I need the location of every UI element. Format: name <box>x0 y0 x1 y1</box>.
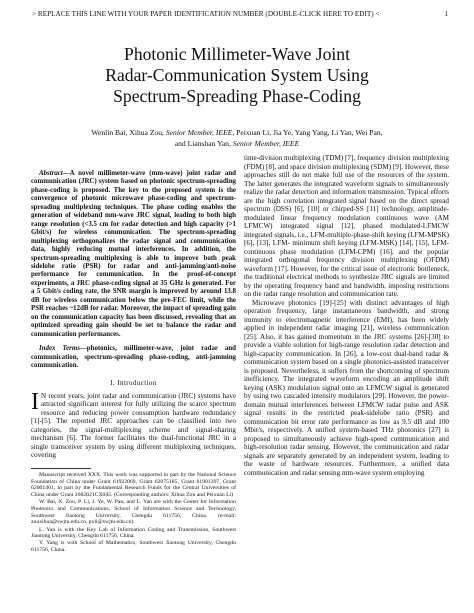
abstract-lead: Abstract <box>39 170 63 177</box>
author-line-2 <box>50 139 424 150</box>
footnote: Y. Yang is with School of Mathematics, Southwest Jiaotong University, Chengdu 611756, China. <box>31 540 236 554</box>
intro-paragraph <box>31 388 236 460</box>
index-terms-body: —photonics, millimeter-wave, joint radar and communication, spectrum-spreading phase-coding, anti-jamming communication. <box>31 345 236 369</box>
abstract <box>31 170 236 339</box>
index-terms-lead: Index Terms <box>39 345 80 353</box>
title-line-3: Spectrum-Spreading Phase-Coding <box>113 86 361 106</box>
abstract-body: —A novel millimeter-wave (mm-wave) joint radar and communication (JRC) system based on photonic spectrum-spreading phase-coding is proposed. The key to the proposed system is the convergence of photonic microwave phase-coding and spectrum-spreading multiplexing techniques. The phase coding enables the generation of wideband mm-wave JRC signal, leading to both high range resolution (<3.5 cm for radar detection and high capacity (>1 Gbit/s) for wireless communication. The spectrum-spreading multiplexing orthogonalizes the radar signal and communication data, highly reducing mutual interferences. In addition, the spectrum-spreading multiplexing is able to improve both peak sidelobe ratio (PSR) for radar and anti-jamming/anti-noise performance for communication. In the proof-of-concept experiments, a JRC phase-coding signal at 35 GHz is generated. For a 5 Gbit/s coding rate, the SNR margin is improved by around 13.8 dB for wireless communication below the pre-FEC limit, while the PSR reaches ~12dB for radar. Moreover, the impact of spreading gain on the communication capacity has been discussed, revealing that an optimized spreading gain should be set to balance the radar and communication performances. <box>31 170 236 338</box>
title-line-1: Photonic Millimeter-Wave Joint <box>124 44 350 64</box>
body-paragraph: time-division multiplexing (TDM) [7], frequency division multiplexing (FDM) [8], and space division multiplexing (SDM) [9]. However, these approaches still do not make full use of the resources of the system. The latter generates the integrated waveform signals to simultaneously realize the radar detection and information transmission. Typical efforts are the high correlation integrated signal based on the direct spread spectrum (DSS) [6], [10] or chirped-SS [11] technology, amplitude-modulated linear frequency modulation continuous wave (AM LFMCW) integrated signal [12], phased modulated-LFMCW integrated signals, i.e., LFM-multiple-phase-shift keying (LFM-MPSK) [6], [13], LFM- minimum shift keying (LFM-MSK) [14], [15], LFM-continuous phase modulation (LFM-CPM) [16], and the popular integrated orthogonal frequency division multiplexing (OFDM) waveform [17]. However, for the critical issue of electronic bottleneck, the traditional electrical methods to synthesize JRC signals are limited by the operating frequency band and bandwidth, imposing restrictions on the radar range resolution and communication rate. <box>244 154 449 298</box>
intro-text: N recent years, joint radar and communication (JRC) systems have attracted significant interest for fully utilizing the scarce spectrum resource and reducing power consumption hardware redundancy [1]-[5]. The reported JRC approaches can be classified into two categories, the signal-multiplexing scheme and signal-sharing mechanism [6]. The former facilitates the dual-functional JRC in a single transceiver system by using different multiplexing techniques, covering <box>31 391 236 460</box>
left-column <box>31 170 236 554</box>
author-list <box>50 128 424 149</box>
footnote: L. Yan is with the Key Lab of Information Coding and Transmission, Southwest Jiaotong University, Chengdu 611756, China. <box>31 526 236 540</box>
author-role-2: Senior Member, IEEE <box>232 138 300 148</box>
footnote: W. Bai, X. Zou, P. Li, J. Ye, W. Pan, and L. Yan are with the Center for Information Photonics and Communications, School of Information Science and Technology, Southwest Jiaotong University, Chengdu 611756, China. (e-mail: zouxihua@swjtu.edu.cn, pxli@swjtu.edu.cn). <box>31 499 236 526</box>
authors-part-3: and Lianshan Yan, <box>174 138 233 148</box>
section-heading: I. Introduction <box>110 379 157 388</box>
drop-cap: I <box>31 388 39 415</box>
footnote: Manuscript received XXX. This work was supported in part by the National Science Foundation of China under Grant 61922069, Grant 62075185, Grant 61901397, Grant 62001401, in part by the Fundamental Research Funds for the Central Universities of China under Grant 2682021CX045. (Corresponding authors: Xihua Zou and Peixuan Li) <box>31 471 236 498</box>
page-number: 1 <box>444 10 448 18</box>
footnote-rule <box>31 468 91 469</box>
author-role-1: Senior Member, IEEE <box>165 128 233 137</box>
paper-title <box>40 44 434 107</box>
running-header <box>24 10 448 22</box>
title-line-2: Radar-Communication System Using <box>105 65 369 85</box>
authors-part-2: , Peixuan Li, Jia Ye, Yang Yang, Li Yan, Wei Pan, <box>232 128 383 137</box>
body-paragraph: Microwave photonics [19]-[25] with distinct advantages of high operation frequency, large instantaneous bandwidth, and strong immunity to electromagnetic interference (EMI), has been widely applied in independent radar imaging [21], wireless communication [25]. Also, it has gained momentum in the JRC systems [26]-[30] to provide a viable solution for high-range resolution radar detection and high-capacity communication. In [26], a low-cost dual-band radar & communication system based on a single photonics-assisted transceiver is proposed. Nevertheless, it suffers from the shortcoming of spectrum inefficiency. The integrated waveform encoding an amplitude shift keying (ASK) modulation signal onto an LFMCW signal is generated by using two cascaded intensity modulators [29]. However, the power-domain mutual interferences between LFMCW radar pulse and ASK signal results in the restricted peak-sidelobe ratio (PSR) and communication bit error rate performance as low as 9.5 dB and 100 Mbit/s, respectively. A unified system-based THz photonics [27] is proposed to simultaneously achieve high-speed communication and high-resolution radar sensing. However, the communication and radar signals are separately generated by an independent system, leading to the waste of hardware resources. Furthermore, a unified data communication and radar sensing mm-wave system employing <box>244 298 449 477</box>
right-column <box>244 154 449 477</box>
index-terms <box>31 345 236 370</box>
author-line-1 <box>50 128 424 139</box>
header-text: > REPLACE THIS LINE WITH YOUR PAPER IDENTIFICATION NUMBER (DOUBLE-CLICK HERE TO EDIT) < <box>32 10 380 18</box>
authors-part-1: Wenlin Bai, Xihua Zou, <box>91 128 166 137</box>
